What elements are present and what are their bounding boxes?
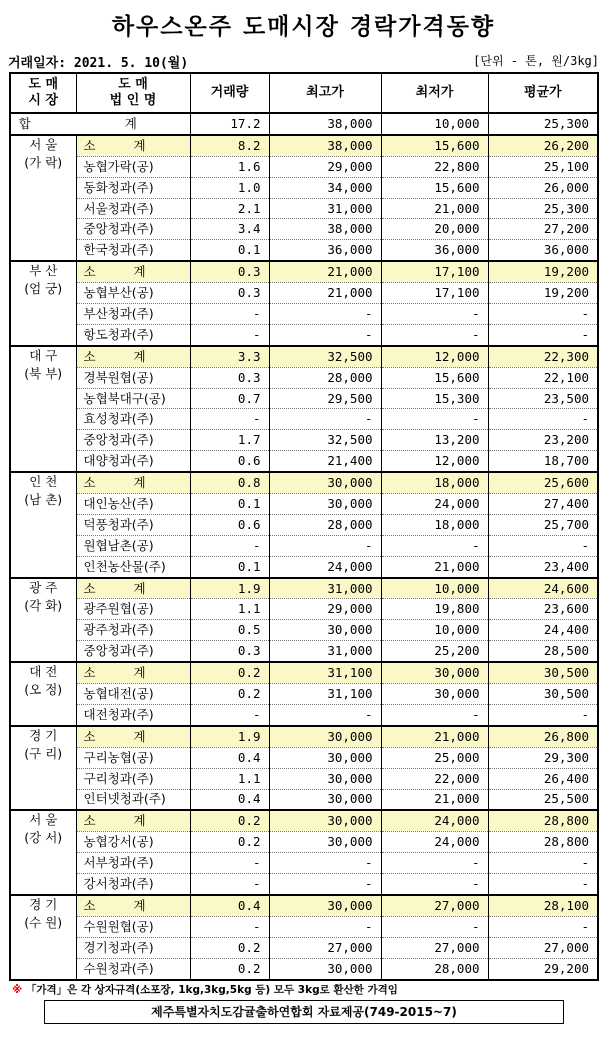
- avg-cell: 28,100: [488, 895, 598, 916]
- corp-cell: 소 계: [76, 662, 190, 683]
- volume-cell: 2.1: [190, 198, 269, 219]
- low-cell: -: [381, 874, 488, 895]
- low-cell: 18,000: [381, 472, 488, 493]
- low-cell: 22,000: [381, 768, 488, 789]
- price-table: [9, 72, 599, 981]
- high-cell: 29,000: [269, 599, 381, 620]
- high-cell: 30,000: [269, 620, 381, 641]
- corp-cell: 농협강서(공): [76, 832, 190, 853]
- volume-cell: -: [190, 916, 269, 937]
- market-name: 대 전 (오 정): [10, 662, 76, 726]
- avg-cell: 19,200: [488, 283, 598, 304]
- header-corp: 도 매 법 인 명: [76, 73, 190, 113]
- low-cell: 21,000: [381, 726, 488, 747]
- low-cell: 28,000: [381, 958, 488, 979]
- avg-cell: 29,300: [488, 747, 598, 768]
- avg-cell: -: [488, 535, 598, 556]
- high-cell: 30,000: [269, 768, 381, 789]
- corp-cell: 소 계: [76, 261, 190, 282]
- volume-cell: 3.3: [190, 346, 269, 367]
- volume-cell: 0.3: [190, 261, 269, 282]
- high-cell: 36,000: [269, 240, 381, 261]
- high-cell: 34,000: [269, 177, 381, 198]
- high-cell: 28,000: [269, 367, 381, 388]
- volume-cell: 0.7: [190, 388, 269, 409]
- avg-cell: 26,400: [488, 768, 598, 789]
- volume-cell: -: [190, 535, 269, 556]
- corp-cell: 구리청과(주): [76, 768, 190, 789]
- corp-cell: 농협부산(공): [76, 283, 190, 304]
- avg-cell: 23,200: [488, 430, 598, 451]
- volume-cell: 0.1: [190, 494, 269, 515]
- high-cell: -: [269, 409, 381, 430]
- corp-cell: 부산청과(주): [76, 304, 190, 325]
- table-row: [10, 853, 598, 874]
- corp-cell: 중앙청과(주): [76, 641, 190, 662]
- high-cell: 28,000: [269, 514, 381, 535]
- volume-cell: 0.2: [190, 958, 269, 979]
- avg-cell: -: [488, 704, 598, 725]
- volume-cell: 0.3: [190, 641, 269, 662]
- table-row: [10, 388, 598, 409]
- corp-cell: 대인농산(주): [76, 494, 190, 515]
- corp-cell: 소 계: [76, 472, 190, 493]
- source-credit: 제주특별자치도감귤출하연합회 자료제공(749-2015~7): [44, 1000, 564, 1024]
- high-cell: 30,000: [269, 789, 381, 810]
- corp-cell: 농협대전(공): [76, 684, 190, 705]
- avg-cell: 22,100: [488, 367, 598, 388]
- avg-cell: -: [488, 324, 598, 345]
- subtotal-row: [10, 810, 598, 831]
- total-high: 38,000: [269, 113, 381, 135]
- high-cell: 30,000: [269, 472, 381, 493]
- avg-cell: 28,800: [488, 832, 598, 853]
- page-title: 하우스온주 도매시장 경락가격동향: [111, 14, 496, 40]
- low-cell: -: [381, 916, 488, 937]
- market-name: 인 천 (남 촌): [10, 472, 76, 577]
- avg-cell: 25,100: [488, 156, 598, 177]
- corp-cell: 항도청과(주): [76, 324, 190, 345]
- table-row: [10, 789, 598, 810]
- table-row: [10, 304, 598, 325]
- high-cell: 30,000: [269, 895, 381, 916]
- corp-cell: 경기청과(주): [76, 937, 190, 958]
- market-name: 대 구 (북 부): [10, 346, 76, 472]
- avg-cell: 23,400: [488, 556, 598, 577]
- volume-cell: 8.2: [190, 135, 269, 156]
- corp-cell: 동화청과(주): [76, 177, 190, 198]
- avg-cell: 23,600: [488, 599, 598, 620]
- high-cell: -: [269, 916, 381, 937]
- avg-cell: 30,500: [488, 684, 598, 705]
- volume-cell: 1.1: [190, 599, 269, 620]
- avg-cell: 25,600: [488, 472, 598, 493]
- high-cell: 30,000: [269, 726, 381, 747]
- avg-cell: 18,700: [488, 451, 598, 472]
- subtotal-row: [10, 472, 598, 493]
- trade-date: 거래일자: 2021. 5. 10(월): [8, 56, 189, 71]
- volume-cell: 0.6: [190, 514, 269, 535]
- avg-cell: 26,000: [488, 177, 598, 198]
- volume-cell: 1.1: [190, 768, 269, 789]
- header-low: 최저가: [381, 73, 488, 113]
- corp-cell: 소 계: [76, 578, 190, 599]
- corp-cell: 대전청과(주): [76, 704, 190, 725]
- low-cell: 17,100: [381, 283, 488, 304]
- high-cell: 31,000: [269, 198, 381, 219]
- table-row: [10, 219, 598, 240]
- table-row: [10, 430, 598, 451]
- avg-cell: 26,200: [488, 135, 598, 156]
- low-cell: 10,000: [381, 578, 488, 599]
- low-cell: 24,000: [381, 494, 488, 515]
- subtotal-row: [10, 662, 598, 683]
- volume-cell: 0.8: [190, 472, 269, 493]
- high-cell: 30,000: [269, 958, 381, 979]
- total-row: [10, 113, 598, 135]
- market-name: 서 울 (강 서): [10, 810, 76, 895]
- low-cell: 12,000: [381, 346, 488, 367]
- low-cell: -: [381, 535, 488, 556]
- volume-cell: 0.2: [190, 684, 269, 705]
- volume-cell: -: [190, 704, 269, 725]
- high-cell: 27,000: [269, 937, 381, 958]
- avg-cell: -: [488, 916, 598, 937]
- high-cell: 30,000: [269, 810, 381, 831]
- header-volume: 거래량: [190, 73, 269, 113]
- volume-cell: 0.4: [190, 895, 269, 916]
- low-cell: 25,000: [381, 747, 488, 768]
- low-cell: -: [381, 704, 488, 725]
- corp-cell: 소 계: [76, 135, 190, 156]
- corp-cell: 농협북대구(공): [76, 388, 190, 409]
- avg-cell: -: [488, 874, 598, 895]
- low-cell: -: [381, 304, 488, 325]
- low-cell: 25,200: [381, 641, 488, 662]
- market-name: 서 울 (가 락): [10, 135, 76, 261]
- high-cell: 32,500: [269, 346, 381, 367]
- high-cell: 31,100: [269, 684, 381, 705]
- header-high: 최고가: [269, 73, 381, 113]
- high-cell: 38,000: [269, 219, 381, 240]
- volume-cell: 3.4: [190, 219, 269, 240]
- market-name: 부 산 (엄 궁): [10, 261, 76, 346]
- market-name: 광 주 (각 화): [10, 578, 76, 663]
- subtotal-row: [10, 726, 598, 747]
- header-avg: 평균가: [488, 73, 598, 113]
- volume-cell: 1.0: [190, 177, 269, 198]
- total-volume: 17.2: [190, 113, 269, 135]
- high-cell: 30,000: [269, 494, 381, 515]
- high-cell: -: [269, 704, 381, 725]
- table-row: [10, 535, 598, 556]
- subtotal-row: [10, 895, 598, 916]
- avg-cell: 22,300: [488, 346, 598, 367]
- unit-note: [단위 - 톤, 원/3kg]: [473, 54, 599, 68]
- corp-cell: 구리농협(공): [76, 747, 190, 768]
- subtotal-row: [10, 135, 598, 156]
- avg-cell: -: [488, 853, 598, 874]
- table-row: [10, 324, 598, 345]
- volume-cell: -: [190, 874, 269, 895]
- volume-cell: -: [190, 853, 269, 874]
- high-cell: 30,000: [269, 832, 381, 853]
- table-row: [10, 283, 598, 304]
- total-avg: 25,300: [488, 113, 598, 135]
- table-row: [10, 958, 598, 979]
- low-cell: 13,200: [381, 430, 488, 451]
- high-cell: 30,000: [269, 747, 381, 768]
- subtotal-row: [10, 261, 598, 282]
- volume-cell: 0.6: [190, 451, 269, 472]
- table-row: [10, 514, 598, 535]
- low-cell: 12,000: [381, 451, 488, 472]
- volume-cell: 1.9: [190, 726, 269, 747]
- footnote: [12, 982, 398, 997]
- low-cell: 10,000: [381, 620, 488, 641]
- high-cell: -: [269, 324, 381, 345]
- table-row: [10, 620, 598, 641]
- corp-cell: 소 계: [76, 895, 190, 916]
- table-row: [10, 409, 598, 430]
- volume-cell: 0.5: [190, 620, 269, 641]
- high-cell: 29,500: [269, 388, 381, 409]
- low-cell: 20,000: [381, 219, 488, 240]
- high-cell: 32,500: [269, 430, 381, 451]
- avg-cell: -: [488, 409, 598, 430]
- total-label: 합 계: [10, 113, 190, 135]
- corp-cell: 수원청과(주): [76, 958, 190, 979]
- corp-cell: 농협가락(공): [76, 156, 190, 177]
- table-row: [10, 641, 598, 662]
- table-row: [10, 198, 598, 219]
- corp-cell: 서울청과(주): [76, 198, 190, 219]
- high-cell: 21,000: [269, 283, 381, 304]
- volume-cell: -: [190, 324, 269, 345]
- avg-cell: 26,800: [488, 726, 598, 747]
- low-cell: -: [381, 409, 488, 430]
- corp-cell: 서부청과(주): [76, 853, 190, 874]
- table-row: [10, 704, 598, 725]
- avg-cell: 25,500: [488, 789, 598, 810]
- high-cell: -: [269, 853, 381, 874]
- table-row: [10, 240, 598, 261]
- corp-cell: 소 계: [76, 810, 190, 831]
- table-row: [10, 747, 598, 768]
- avg-cell: 24,600: [488, 578, 598, 599]
- low-cell: 15,600: [381, 177, 488, 198]
- high-cell: -: [269, 304, 381, 325]
- avg-cell: 30,500: [488, 662, 598, 683]
- corp-cell: 중앙청과(주): [76, 430, 190, 451]
- corp-cell: 덕풍청과(주): [76, 514, 190, 535]
- corp-cell: 효성청과(주): [76, 409, 190, 430]
- corp-cell: 원협남촌(공): [76, 535, 190, 556]
- volume-cell: 1.6: [190, 156, 269, 177]
- volume-cell: 0.1: [190, 240, 269, 261]
- footnote-mark: ※: [12, 984, 23, 996]
- header-row: [10, 73, 598, 113]
- volume-cell: -: [190, 409, 269, 430]
- volume-cell: 0.2: [190, 832, 269, 853]
- market-name: 경 기 (구 리): [10, 726, 76, 811]
- table-row: [10, 684, 598, 705]
- low-cell: 15,600: [381, 135, 488, 156]
- low-cell: 21,000: [381, 198, 488, 219]
- high-cell: 31,000: [269, 641, 381, 662]
- high-cell: -: [269, 874, 381, 895]
- volume-cell: 0.3: [190, 283, 269, 304]
- avg-cell: 23,500: [488, 388, 598, 409]
- volume-cell: 1.9: [190, 578, 269, 599]
- low-cell: 27,000: [381, 895, 488, 916]
- corp-cell: 수원원협(공): [76, 916, 190, 937]
- avg-cell: 36,000: [488, 240, 598, 261]
- avg-cell: 19,200: [488, 261, 598, 282]
- low-cell: 21,000: [381, 789, 488, 810]
- volume-cell: 0.1: [190, 556, 269, 577]
- subtotal-row: [10, 578, 598, 599]
- low-cell: 30,000: [381, 662, 488, 683]
- low-cell: 24,000: [381, 832, 488, 853]
- high-cell: 31,100: [269, 662, 381, 683]
- volume-cell: 0.4: [190, 789, 269, 810]
- table-row: [10, 451, 598, 472]
- low-cell: 19,800: [381, 599, 488, 620]
- low-cell: 30,000: [381, 684, 488, 705]
- low-cell: 24,000: [381, 810, 488, 831]
- avg-cell: 28,800: [488, 810, 598, 831]
- corp-cell: 경북원협(공): [76, 367, 190, 388]
- low-cell: 27,000: [381, 937, 488, 958]
- volume-cell: 0.2: [190, 662, 269, 683]
- avg-cell: 27,400: [488, 494, 598, 515]
- low-cell: 18,000: [381, 514, 488, 535]
- volume-cell: 0.4: [190, 747, 269, 768]
- footnote-text: 「가격」은 각 상자규격(소포장, 1kg,3kg,5kg 등) 모두 3kg로 환산한 가격임: [22, 984, 398, 996]
- low-cell: 17,100: [381, 261, 488, 282]
- table-row: [10, 494, 598, 515]
- corp-cell: 인천농산물(주): [76, 556, 190, 577]
- high-cell: 21,400: [269, 451, 381, 472]
- high-cell: -: [269, 535, 381, 556]
- table-row: [10, 832, 598, 853]
- low-cell: 15,300: [381, 388, 488, 409]
- corp-cell: 소 계: [76, 346, 190, 367]
- subtotal-row: [10, 346, 598, 367]
- low-cell: -: [381, 324, 488, 345]
- avg-cell: 25,300: [488, 198, 598, 219]
- table-row: [10, 367, 598, 388]
- market-name: 경 기 (수 원): [10, 895, 76, 980]
- avg-cell: 27,200: [488, 219, 598, 240]
- table-row: [10, 937, 598, 958]
- avg-cell: 27,000: [488, 937, 598, 958]
- high-cell: 24,000: [269, 556, 381, 577]
- high-cell: 38,000: [269, 135, 381, 156]
- volume-cell: 0.2: [190, 810, 269, 831]
- volume-cell: -: [190, 304, 269, 325]
- avg-cell: 24,400: [488, 620, 598, 641]
- table-row: [10, 874, 598, 895]
- corp-cell: 광주원협(공): [76, 599, 190, 620]
- high-cell: 21,000: [269, 261, 381, 282]
- table-row: [10, 177, 598, 198]
- avg-cell: 25,700: [488, 514, 598, 535]
- header-market: 도 매 시 장: [10, 73, 76, 113]
- corp-cell: 광주청과(주): [76, 620, 190, 641]
- low-cell: 21,000: [381, 556, 488, 577]
- corp-cell: 대양청과(주): [76, 451, 190, 472]
- corp-cell: 인터넷청과(주): [76, 789, 190, 810]
- avg-cell: -: [488, 304, 598, 325]
- volume-cell: 0.3: [190, 367, 269, 388]
- volume-cell: 1.7: [190, 430, 269, 451]
- table-row: [10, 599, 598, 620]
- corp-cell: 한국청과(주): [76, 240, 190, 261]
- table-row: [10, 916, 598, 937]
- corp-cell: 중앙청과(주): [76, 219, 190, 240]
- low-cell: -: [381, 853, 488, 874]
- high-cell: 29,000: [269, 156, 381, 177]
- table-row: [10, 156, 598, 177]
- total-low: 10,000: [381, 113, 488, 135]
- low-cell: 22,800: [381, 156, 488, 177]
- low-cell: 36,000: [381, 240, 488, 261]
- corp-cell: 강서청과(주): [76, 874, 190, 895]
- avg-cell: 29,200: [488, 958, 598, 979]
- table-row: [10, 556, 598, 577]
- corp-cell: 소 계: [76, 726, 190, 747]
- table-row: [10, 768, 598, 789]
- volume-cell: 0.2: [190, 937, 269, 958]
- avg-cell: 28,500: [488, 641, 598, 662]
- low-cell: 15,600: [381, 367, 488, 388]
- high-cell: 31,000: [269, 578, 381, 599]
